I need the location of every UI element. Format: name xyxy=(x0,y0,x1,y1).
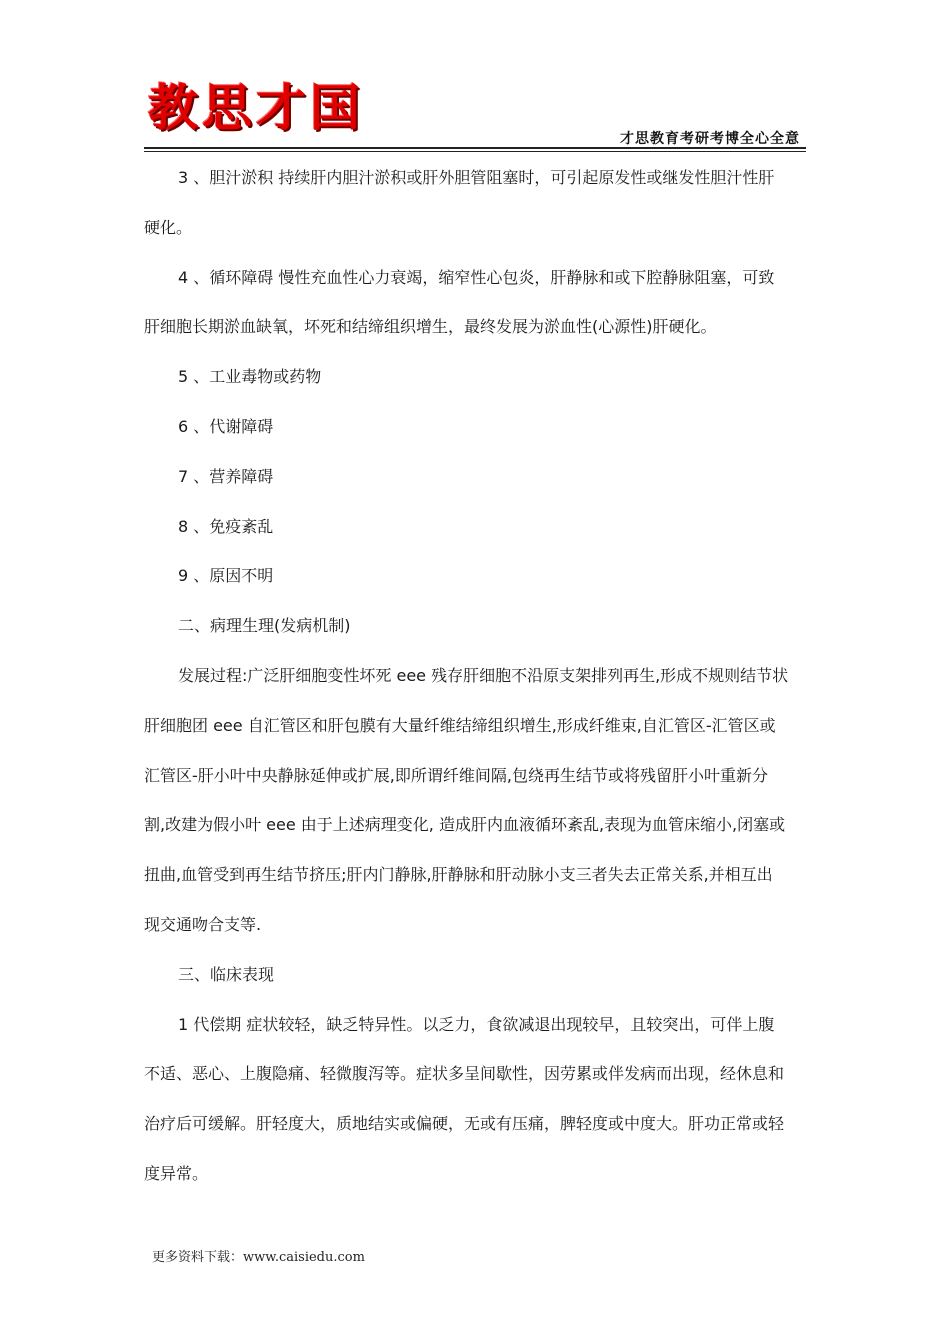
text-line: 7 、营养障碍 xyxy=(178,466,274,486)
text-line: 发展过程:广泛肝细胞变性坏死 eee 残存肝细胞不沿原支架排列再生,形成不规则结节状 xyxy=(178,665,789,685)
text-line: 9 、原因不明 xyxy=(178,566,274,586)
text-line: 度异常。 xyxy=(144,1163,209,1183)
text-line: 3 、胆汁淤积 持续肝内胆汁淤积或肝外胆管阻塞时，可引起原发性或继发性胆汁性肝 xyxy=(178,168,775,187)
logo-text: 教思才国 xyxy=(148,78,364,137)
text-line: 4 、循环障碍 慢性充血性心力衰竭，缩窄性心包炎，肝静脉和或下腔静脉阻塞，可致 xyxy=(178,267,775,287)
text-line: 扭曲,血管受到再生结节挤压;肝内门静脉,肝静脉和肝动脉小支三者失去正常关系,并相互出 xyxy=(144,865,773,885)
text-line: 5 、工业毒物或药物 xyxy=(178,367,322,387)
text-line: 硬化。 xyxy=(144,217,193,237)
header-slogan: 才思教育考研考博全心全意 xyxy=(620,131,800,147)
header-rule-thick xyxy=(144,147,806,149)
page-header xyxy=(144,72,806,156)
text-line: 肝细胞长期淤血缺氧，坏死和结缔组织增生，最终发展为淤血性(心源性)肝硬化。 xyxy=(144,317,717,337)
text-line: 汇管区-肝小叶中央静脉延伸或扩展,即所谓纤维间隔,包绕再生结节或将残留肝小叶重新分 xyxy=(144,765,768,785)
section-heading: 二、病理生理(发病机制) xyxy=(178,616,351,636)
text-line: 6 、代谢障碍 xyxy=(178,416,274,436)
text-line: 1 代偿期 症状较轻，缺乏特异性。以乏力，食欲减退出现较早，且较突出，可伴上腹 xyxy=(178,1014,775,1034)
text-line: 治疗后可缓解。肝轻度大，质地结实或偏硬，无或有压痛，脾轻度或中度大。肝功正常或轻 xyxy=(144,1114,785,1134)
logo xyxy=(144,72,384,142)
text-line: 肝细胞团 eee 自汇管区和肝包膜有大量纤维结缔组织增生,形成纤维束,自汇管区-汇管区或 xyxy=(144,715,776,735)
footer-download-link[interactable]: 更多资料下载：www.caisiedu.com xyxy=(152,1250,365,1265)
text-line: 8 、免疫紊乱 xyxy=(178,516,274,536)
text-line: 不适、恶心、上腹隐痛、轻微腹泻等。症状多呈间歇性，因劳累或伴发病而出现，经休息和 xyxy=(144,1064,785,1084)
header-rule-thin xyxy=(144,151,806,152)
section-heading: 三、临床表现 xyxy=(178,964,275,984)
document-body xyxy=(144,153,808,1199)
text-line: 割,改建为假小叶 eee 由于上述病理变化, 造成肝内血液循环紊乱,表现为血管床缩小,闭塞或 xyxy=(144,815,786,835)
text-line: 现交通吻合支等. xyxy=(144,914,262,934)
